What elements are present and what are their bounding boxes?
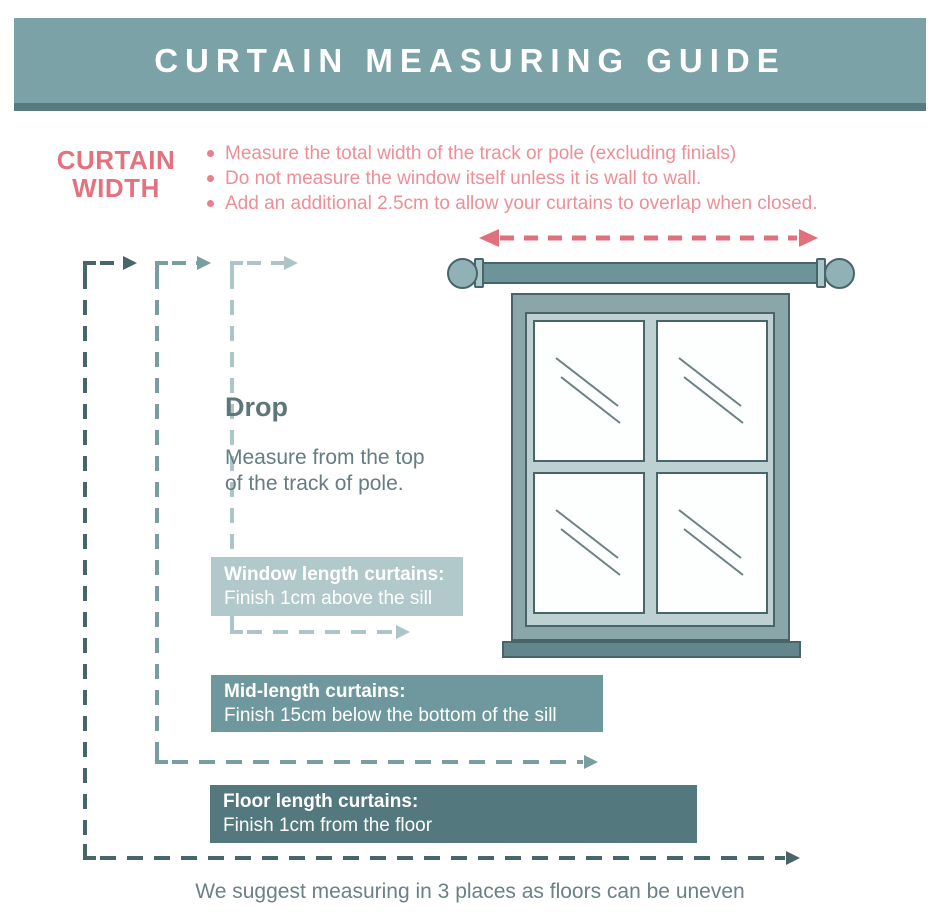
mid-length-title: Mid-length curtains: [224, 680, 406, 702]
mid-length-desc: Finish 15cm below the bottom of the sill [224, 704, 557, 726]
floor-length-desc: Finish 1cm from the floor [223, 815, 433, 836]
curtain-pole [478, 262, 822, 284]
floor-length-title: Floor length curtains: [223, 791, 419, 812]
pole-finial-right [824, 258, 855, 289]
glass-reflection-icon [535, 322, 643, 460]
window-inner-frame [525, 312, 775, 627]
footer-note: We suggest measuring in 3 places as floors can be uneven [195, 880, 745, 903]
window-length-title: Window length curtains: [224, 563, 445, 585]
window-pane [533, 472, 645, 614]
curtain-width-label-line2: WIDTH [72, 173, 160, 203]
window-pane [533, 320, 645, 462]
drop-title: Drop [225, 392, 288, 422]
drop-body-line1: Measure from the top [225, 446, 425, 469]
bullet-text: Do not measure the window itself unless it is wall to wall. [225, 168, 702, 189]
glass-reflection-icon [658, 474, 766, 612]
floor-length-label-box [210, 785, 697, 843]
window-length-label-box [211, 557, 463, 616]
page-title: CURTAIN MEASURING GUIDE [154, 41, 786, 79]
pole-finial-left [447, 258, 478, 289]
bullet-text: Measure the total width of the track or pole (excluding finials) [225, 143, 737, 164]
window-pane [656, 472, 768, 614]
drop-body-line2: of the track of pole. [225, 472, 404, 495]
bullet-text: Add an additional 2.5cm to allow your curtains to overlap when closed. [225, 193, 818, 214]
window-sill [502, 641, 801, 658]
glass-reflection-icon [535, 474, 643, 612]
window-length-desc: Finish 1cm above the sill [224, 587, 433, 609]
window-illustration [511, 293, 790, 641]
glass-reflection-icon [658, 322, 766, 460]
window-pane [656, 320, 768, 462]
width-measure-arrow [479, 229, 818, 247]
curtain-width-label-line1: CURTAIN [56, 145, 176, 175]
drop-section [225, 392, 425, 497]
mid-length-label-box [211, 675, 603, 732]
